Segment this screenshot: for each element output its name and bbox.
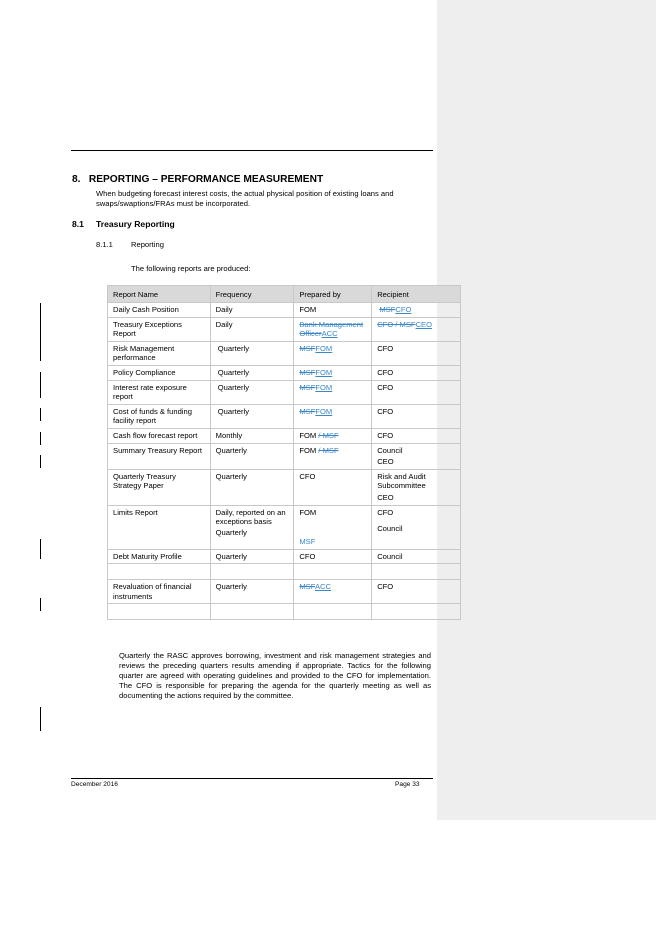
- reports-intro: The following reports are produced:: [131, 264, 251, 273]
- recipient-line: Council: [377, 524, 403, 534]
- cell-prepared-by: [294, 341, 372, 365]
- cell-prepared-by: FOM: [294, 303, 372, 318]
- recipient-line: Council: [377, 445, 403, 455]
- section-title: REPORTING – PERFORMANCE MEASUREMENT: [88, 174, 324, 185]
- change-bar: [40, 303, 41, 361]
- table-row: [108, 341, 461, 365]
- inserted-text: CFO: [395, 305, 412, 314]
- table-row-empty: [108, 564, 461, 580]
- recipient-line: CEO: [377, 492, 394, 502]
- cell-report-name: Interest rate exposure report: [108, 380, 211, 404]
- prepared-text: FOM: [299, 445, 317, 455]
- deleted-text: / MSF: [318, 430, 339, 440]
- change-bar: [40, 408, 41, 421]
- cell-report-name: Cash flow forecast report: [108, 428, 211, 443]
- table-row: [108, 505, 461, 549]
- inserted-text: FOM: [315, 382, 333, 392]
- section-intro: When budgeting forecast interest costs, the actual physical position of existing loans and swaps/swaptions/FRAs must be incorporated.: [96, 189, 394, 208]
- table-row: [108, 443, 461, 469]
- cell-prepared-by: [294, 505, 372, 549]
- cell-recipient: CFO: [372, 428, 461, 443]
- empty-cell: [210, 564, 294, 580]
- deleted-text: MSF: [379, 305, 396, 314]
- reports-table: [107, 285, 461, 620]
- cell-report-name: Quarterly Treasury Strategy Paper: [108, 469, 211, 505]
- cell-report-name: Treasury Exceptions Report: [108, 317, 211, 341]
- cell-prepared-by: [294, 380, 372, 404]
- cell-frequency: Quarterly: [210, 549, 294, 564]
- footer-rule: [71, 778, 433, 779]
- subsubsection-title: Reporting: [131, 240, 164, 249]
- cell-prepared-by: [294, 428, 372, 443]
- change-bar: [40, 455, 41, 468]
- cell-recipient: [372, 317, 461, 341]
- cell-report-name: Cost of funds & funding facility report: [108, 404, 211, 428]
- cell-report-name: Policy Compliance: [108, 365, 211, 380]
- empty-cell: [294, 604, 372, 620]
- cell-report-name: Daily Cash Position: [108, 303, 211, 318]
- empty-cell: [108, 564, 211, 580]
- cell-frequency: Daily: [210, 303, 294, 318]
- cell-prepared-by: CFO: [294, 469, 372, 505]
- change-bar: [40, 539, 41, 559]
- cell-recipient: [372, 443, 461, 469]
- subsubsection-heading: [96, 240, 164, 249]
- empty-cell: [372, 564, 461, 580]
- inserted-text: CEO: [415, 319, 433, 329]
- cell-frequency: [210, 404, 294, 428]
- table-row: [108, 549, 461, 564]
- cell-prepared-by: [294, 580, 372, 604]
- empty-cell: [372, 604, 461, 620]
- cell-recipient: [372, 505, 461, 549]
- cell-report-name: Debt Maturity Profile: [108, 549, 211, 564]
- deleted-text: MSF: [299, 406, 316, 416]
- frequency-text: Quarterly: [217, 406, 249, 416]
- subsubsection-number: 8.1.1: [96, 240, 113, 249]
- inserted-text: ACC: [321, 329, 338, 339]
- cell-prepared-by: [294, 317, 372, 341]
- empty-cell: [210, 604, 294, 620]
- prepared-line: FOM: [299, 507, 317, 517]
- cell-frequency: [210, 365, 294, 380]
- cell-prepared-by: [294, 365, 372, 380]
- empty-cell: [108, 604, 211, 620]
- cell-frequency: [210, 380, 294, 404]
- frequency-line: Daily, reported on an exceptions basis: [215, 507, 286, 527]
- cell-frequency: [210, 341, 294, 365]
- change-bar: [40, 598, 41, 611]
- table-row: [108, 380, 461, 404]
- inserted-text: FOM: [315, 343, 333, 353]
- footer-date: December 2016: [71, 781, 118, 788]
- deleted-text: CFO / MSF: [377, 319, 416, 329]
- subsection-number: 8.1: [72, 219, 84, 229]
- empty-cell: [294, 564, 372, 580]
- comment-margin-pane: [437, 0, 656, 820]
- change-bar: [40, 707, 41, 731]
- frequency-line: Quarterly: [215, 527, 247, 537]
- cell-recipient: CFO: [372, 341, 461, 365]
- deleted-text: MSF: [299, 582, 315, 592]
- closing-paragraph: Quarterly the RASC approves borrowing, investment and risk management strategies and reviews the preceding quarters results amending if appropriate. Tactics for the following quarter are agreed with operating guidelines and provided to the CFO for implementation. The CFO is responsible for preparing the agenda for the quarterly meeting as well as documenting the actions required by the committee.: [119, 651, 431, 700]
- cell-frequency: Daily: [210, 317, 294, 341]
- inserted-text: FOM: [315, 406, 333, 416]
- table-row: [108, 469, 461, 505]
- header-frequency: Frequency: [210, 286, 294, 303]
- cell-report-name: Limits Report: [108, 505, 211, 549]
- recipient-line: CEO: [377, 457, 394, 467]
- deleted-text: MSF: [299, 382, 316, 392]
- cell-recipient: CFO: [372, 365, 461, 380]
- table-row-empty: [108, 604, 461, 620]
- header-report-name: Report Name: [108, 286, 211, 303]
- frequency-text: Quarterly: [217, 343, 249, 353]
- cell-report-name: Revaluation of financial instruments: [108, 580, 211, 604]
- inserted-text: FOM: [315, 367, 333, 377]
- cell-recipient: Council: [372, 549, 461, 564]
- cell-frequency: Quarterly: [210, 443, 294, 469]
- cell-frequency: Quarterly: [210, 469, 294, 505]
- recipient-line: Risk and Audit Subcommittee: [377, 471, 426, 491]
- inserted-text: ACC: [314, 582, 332, 592]
- table-row: [108, 365, 461, 380]
- deleted-text: MSF: [299, 343, 316, 353]
- cell-prepared-by: CFO: [294, 549, 372, 564]
- cell-recipient: CFO: [372, 580, 461, 604]
- header-rule: [71, 150, 433, 151]
- cell-prepared-by: [294, 404, 372, 428]
- frequency-text: Quarterly: [217, 382, 249, 392]
- cell-recipient: [372, 303, 461, 318]
- frequency-text: Quarterly: [217, 367, 249, 377]
- cell-report-name: Summary Treasury Report: [108, 443, 211, 469]
- deleted-text: / MSF: [318, 445, 339, 455]
- footer-page-number: Page 33: [395, 781, 420, 788]
- cell-frequency: Monthly: [210, 428, 294, 443]
- subsection-heading: [72, 219, 175, 229]
- section-number: 8.: [72, 174, 81, 185]
- cell-recipient: CFO: [372, 404, 461, 428]
- cell-frequency: [210, 505, 294, 549]
- prepared-line: MSF: [299, 537, 316, 547]
- change-bar: [40, 372, 41, 398]
- change-bar: [40, 432, 41, 445]
- cell-report-name: Risk Management performance: [108, 341, 211, 365]
- cell-recipient: [372, 469, 461, 505]
- section-heading: [72, 174, 323, 185]
- prepared-text: FOM: [299, 430, 317, 440]
- cell-frequency: Quarterly: [210, 580, 294, 604]
- recipient-line: CFO: [377, 507, 394, 517]
- header-recipient: Recipient: [372, 286, 461, 303]
- table-row: [108, 317, 461, 341]
- table-row: [108, 404, 461, 428]
- deleted-text: Bank Management Officer: [299, 319, 364, 339]
- table-row: [108, 580, 461, 604]
- table-header-row: [108, 286, 461, 303]
- cell-recipient: CFO: [372, 380, 461, 404]
- subsection-title: Treasury Reporting: [96, 219, 175, 229]
- table-row: [108, 303, 461, 318]
- table-row: [108, 428, 461, 443]
- deleted-text: MSF: [299, 367, 316, 377]
- header-prepared-by: Prepared by: [294, 286, 372, 303]
- cell-prepared-by: [294, 443, 372, 469]
